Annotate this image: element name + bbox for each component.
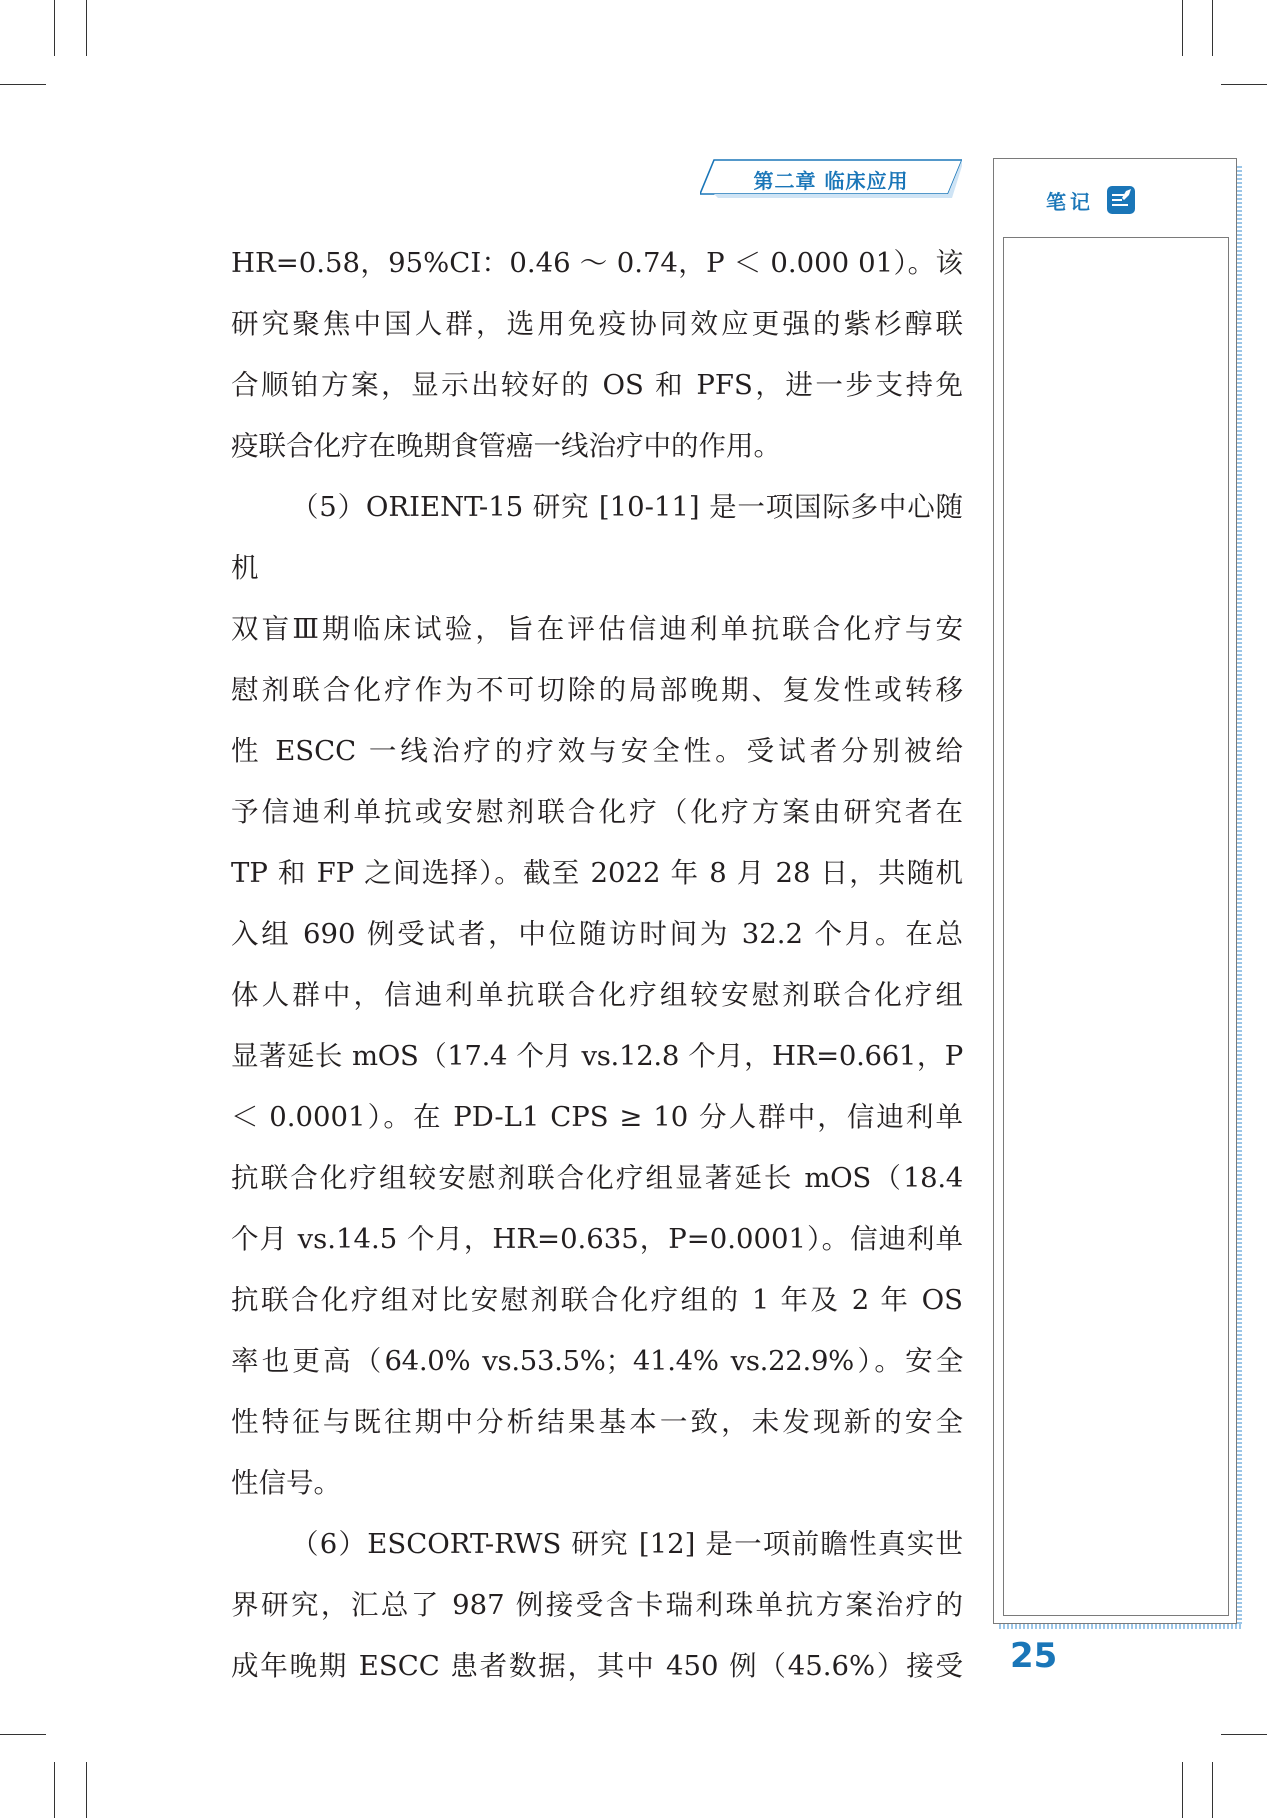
text-line: （6）ESCORT-RWS 研究 [12] 是一项前瞻性真实世	[291, 1528, 963, 1560]
crop-mark	[1182, 1762, 1183, 1818]
crop-mark	[86, 1762, 87, 1818]
main-text	[231, 233, 963, 1697]
crop-mark	[0, 84, 46, 85]
crop-mark	[54, 0, 55, 56]
page-number: 25	[1010, 1636, 1058, 1676]
text-line: 双盲Ⅲ期临床试验，旨在评估信迪利单抗联合化疗与安	[231, 613, 963, 645]
text-line: 体人群中，信迪利单抗联合化疗组较安慰剂联合化疗组	[231, 979, 963, 1011]
text-line: TP 和 FP 之间选择）。截至 2022 年 8 月 28 日，共随机	[231, 857, 963, 889]
text-line: 抗联合化疗组对比安慰剂联合化疗组的 1 年及 2 年 OS	[231, 1284, 963, 1316]
crop-mark	[1221, 84, 1267, 85]
crop-mark	[1212, 1762, 1213, 1818]
text-line: 个月 vs.14.5 个月，HR=0.635，P=0.0001）。信迪利单	[231, 1223, 963, 1255]
crop-mark	[86, 0, 87, 56]
text-line: 显著延长 mOS（17.4 个月 vs.12.8 个月，HR=0.661，P	[231, 1040, 963, 1072]
text-line: 合顺铂方案，显示出较好的 OS 和 PFS，进一步支持免	[231, 369, 963, 401]
text-line: HR=0.58，95%CI：0.46 ～ 0.74，P ＜ 0.000 01）。该	[231, 247, 963, 279]
notes-label: 笔记	[1046, 190, 1094, 214]
crop-mark	[0, 1734, 46, 1735]
chapter-header-tab	[700, 156, 962, 198]
crop-mark	[1182, 0, 1183, 56]
notes-writing-area	[1003, 237, 1229, 1616]
text-line: 研究聚焦中国人群，选用免疫协同效应更强的紫杉醇联	[231, 308, 963, 340]
text-line: 成年晚期 ESCC 患者数据，其中 450 例（45.6%）接受	[231, 1650, 963, 1682]
text-line: 性 ESCC 一线治疗的疗效与安全性。受试者分别被给	[231, 735, 963, 767]
notebook-pencil-icon	[1106, 185, 1136, 219]
text-line: ＜ 0.0001）。在 PD-L1 CPS ≥ 10 分人群中，信迪利单	[231, 1101, 963, 1133]
text-line: （5）ORIENT-15 研究 [10-11] 是一项国际多中心随机	[231, 491, 963, 584]
text-line: 予信迪利单抗或安慰剂联合化疗（化疗方案由研究者在	[231, 796, 963, 828]
crop-mark	[1212, 0, 1213, 56]
text-line: 慰剂联合化疗作为不可切除的局部晚期、复发性或转移	[231, 674, 963, 706]
crop-mark	[54, 1762, 55, 1818]
crop-mark	[1221, 1734, 1267, 1735]
text-line: 入组 690 例受试者，中位随访时间为 32.2 个月。在总	[231, 918, 963, 950]
text-line: 率也更高（64.0% vs.53.5%；41.4% vs.22.9%）。安全	[231, 1345, 963, 1377]
notes-panel-shadow	[999, 1624, 1242, 1629]
notes-panel-shadow	[1237, 164, 1242, 1628]
chapter-title: 第二章 临床应用	[753, 169, 909, 193]
text-line: 抗联合化疗组较安慰剂联合化疗组显著延长 mOS（18.4	[231, 1162, 963, 1194]
text-line: 疫联合化疗在晚期食管癌一线治疗中的作用。	[231, 430, 781, 462]
text-line: 界研究，汇总了 987 例接受含卡瑞利珠单抗方案治疗的	[231, 1589, 963, 1621]
text-line: 性特征与既往期中分析结果基本一致，未发现新的安全	[231, 1406, 963, 1438]
text-line: 性信号。	[231, 1467, 341, 1499]
